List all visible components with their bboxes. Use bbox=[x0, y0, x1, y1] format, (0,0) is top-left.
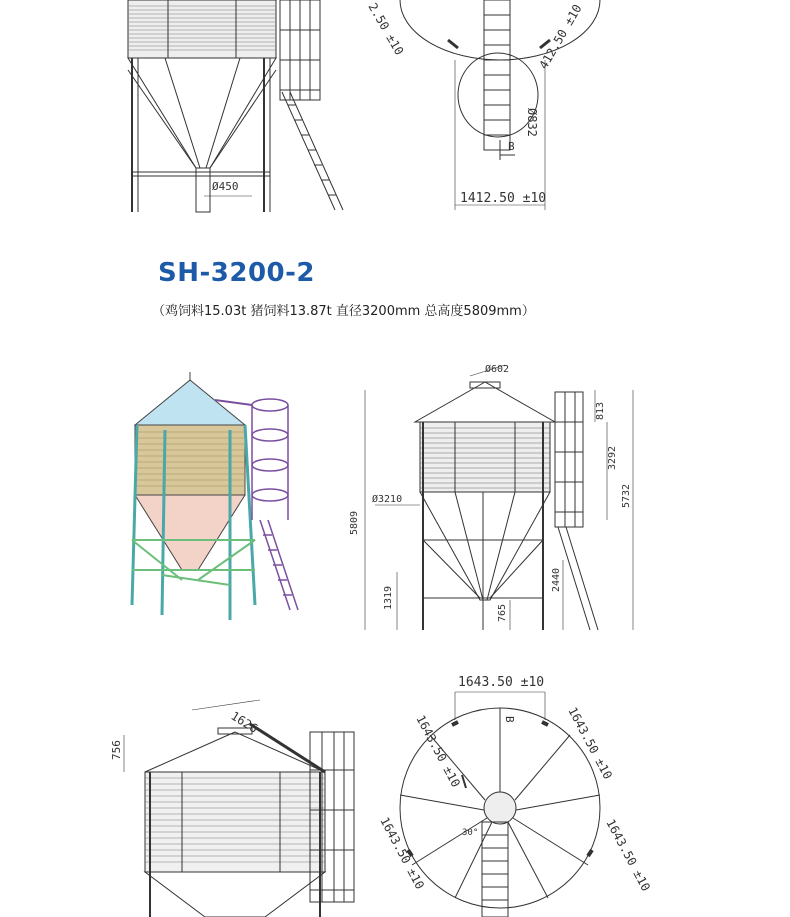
silo-elevation-drawing bbox=[345, 360, 645, 635]
elev-dim-left-leg: 1319 bbox=[383, 585, 394, 610]
top-label-b: B bbox=[508, 140, 515, 153]
elev-dim-body: 3292 bbox=[607, 445, 618, 470]
elev-cone bbox=[420, 492, 550, 600]
bottom-elevation-drawing bbox=[100, 690, 370, 917]
plan-dim-right-lower: 1643.50 ±10 bbox=[603, 816, 654, 894]
top-dim-left-arc: 2.50 ±10 bbox=[365, 0, 407, 58]
bottom-dim-slope: 1626 bbox=[228, 708, 261, 736]
elev-dim-top: Ø602 bbox=[485, 364, 510, 375]
top-silo-body bbox=[128, 0, 276, 212]
top-silo-drawing bbox=[0, 0, 790, 230]
bottom-plan-drawing bbox=[370, 670, 654, 917]
top-dim-platform: Ø832 bbox=[525, 108, 539, 137]
top-dim-right-arc: 412.50 ±10 bbox=[536, 1, 585, 72]
plan-label-b: B bbox=[503, 716, 516, 723]
top-dim-bottom: 1412.50 ±10 bbox=[460, 191, 547, 206]
elev-body bbox=[420, 422, 550, 492]
plan-dim-left-lower: 1643.50 ±10 bbox=[377, 814, 428, 892]
silo-3d-render bbox=[120, 370, 310, 630]
elev-dim-diameter: Ø3210 bbox=[372, 494, 403, 505]
bottom-dim-roof: 756 bbox=[110, 740, 123, 760]
elev-dim-base: 765 bbox=[497, 603, 508, 622]
plan-ladder bbox=[482, 822, 508, 917]
bottom-body bbox=[145, 772, 325, 872]
plan-dim-angle: 30° bbox=[462, 828, 479, 838]
elev-dim-upper: 5732 bbox=[621, 483, 632, 508]
elev-dim-total: 5809 bbox=[349, 510, 360, 535]
model-title: SH-3200-2 bbox=[158, 258, 316, 288]
top-dim-outlet: Ø450 bbox=[212, 180, 239, 193]
plan-dim-left-upper: 1643.50 ±10 bbox=[413, 712, 464, 790]
model-specs: （鸡饲料15.03t 猪饲料13.87t 直径3200mm 总高度5809mm） bbox=[152, 304, 535, 319]
plan-center-circle bbox=[484, 792, 516, 824]
elev-dim-leg: 2440 bbox=[551, 567, 562, 592]
bottom-roof bbox=[145, 732, 325, 772]
plan-dim-top: 1643.50 ±10 bbox=[458, 675, 545, 690]
elev-dim-cap: 813 bbox=[595, 401, 606, 420]
plan-dim-right-upper: 1643.50 ±10 bbox=[565, 704, 616, 782]
top-ladder-cage bbox=[280, 0, 343, 210]
